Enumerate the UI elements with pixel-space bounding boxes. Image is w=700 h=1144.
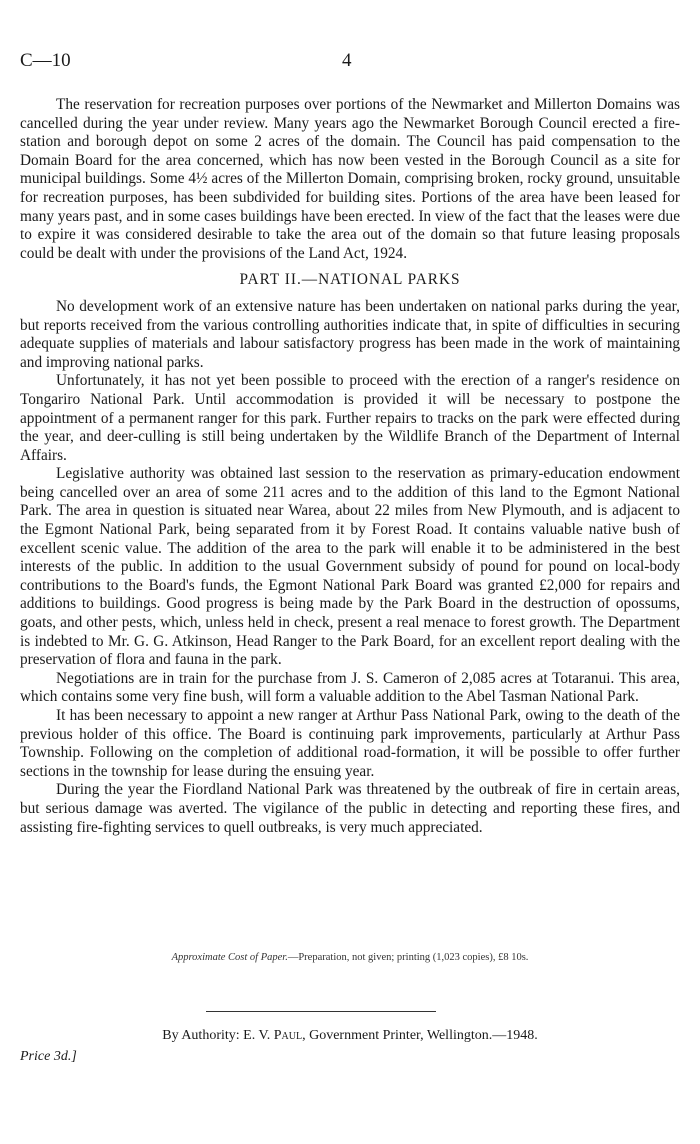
document-body — [20, 96, 680, 837]
cost-note-text: —Preparation, not given; printing (1,023 copies), £8 10s. — [287, 952, 529, 963]
paragraph-arthur-pass: It has been necessary to appoint a new ranger at Arthur Pass National Park, owing to the death of the previous holder of this office. The Board is continuing park improvements, particularly at Arthur Pass Township. Following on the completion of additional road-formation, it will be possible to offer further sections in the township for lease during the ensuing year. — [20, 707, 680, 780]
paragraph-domains: The reservation for recreation purposes over portions of the Newmarket and Millerton Domains was cancelled during the year under review. Many years ago the Newmarket Borough Council erected a fire-station and borough depot on some 2 acres of the domain. The Council has paid compensation to the Domain Board for the area concerned, which has now been vested in the Borough Council as a site for municipal buildings. Some 4½ acres of the Millerton Domain, comprising broken, rocky ground, unsuitable for recreation purposes, has been subdivided for building sites. Portions of the area have been leased for many years past, and in some cases buildings have been erected. In view of the fact that the leases were due to expire it was considered desirable to take the area out of the domain so that future leasing proposals could be dealt with under the provisions of the Land Act, 1924. — [20, 96, 680, 262]
printer-authority — [20, 1028, 680, 1044]
divider-rule — [206, 1011, 436, 1012]
paragraph-tongariro: Unfortunately, it has not yet been possible to proceed with the erection of a ranger's residence on Tongariro National Park. Until accommodation is provided it will be necessary to postpone the appointment of a permanent ranger for this park. Further repairs to tracks on the park were effected during the year, and deer-culling is still being undertaken by the Wildlife Branch of the Department of Internal Affairs. — [20, 372, 680, 464]
printer-name: Paul — [273, 1028, 303, 1043]
cost-note-label: Approximate Cost of Paper. — [171, 952, 288, 963]
paragraph-national-parks: No development work of an extensive nature has been undertaken on national parks during the year, but reports received from the various controlling authorities indicate that, in spite of difficulties in securing adequate supplies of materials and labour satisfactory progress has been made in the work of maintaining and improving national parks. — [20, 297, 680, 371]
paragraph-fiordland: During the year the Fiordland National Park was threatened by the outbreak of fire in certain areas, but serious damage was averted. The vigilance of the public in detecting and reporting these fires, and assisting fire-fighting services to quell outbreaks, is very much appreciated. — [20, 781, 680, 836]
document-code: C—10 — [20, 50, 71, 71]
page-number: 4 — [342, 50, 352, 71]
authority-suffix: , Government Printer, Wellington.—1948. — [302, 1028, 538, 1043]
authority-prefix: By Authority: E. V. — [162, 1028, 274, 1043]
paragraph-egmont: Legislative authority was obtained last session to the reservation as primary-education endowment being cancelled over an area of some 211 acres and to the addition of this land to the Egmont National Park. The area in question is situated near Warea, about 22 miles from New Plymouth, and is adjacent to the Egmont National Park, being separated from it by Forest Road. It contains valuable native bush of excellent scenic value. The addition of the area to the park will enable it to be administered in the best interests of the public. In addition to the usual Government subsidy of pound for pound on local-body contributions to the Board's funds, the Egmont National Park Board was granted £2,000 for repairs and additions to buildings. Good progress is being made by the Park Board in the destruction of opossums, goats, and other pests, which, unless held in check, present a real menace to forest growth. The Department is indebted to Mr. G. G. Atkinson, Head Ranger to the Park Board, for an excellent report dealing with the preservation of flora and fauna in the park. — [20, 465, 680, 669]
section-heading: PART II.—NATIONAL PARKS — [239, 271, 461, 289]
price-note: Price 3d.] — [20, 1049, 77, 1064]
page-header — [20, 50, 680, 80]
paragraph-abel-tasman: Negotiations are in train for the purchase from J. S. Cameron of 2,085 acres at Totaranui. This area, which contains some very fine bush, will form a valuable addition to the Abel Tasman National Park. — [20, 669, 680, 706]
cost-note — [20, 952, 680, 963]
